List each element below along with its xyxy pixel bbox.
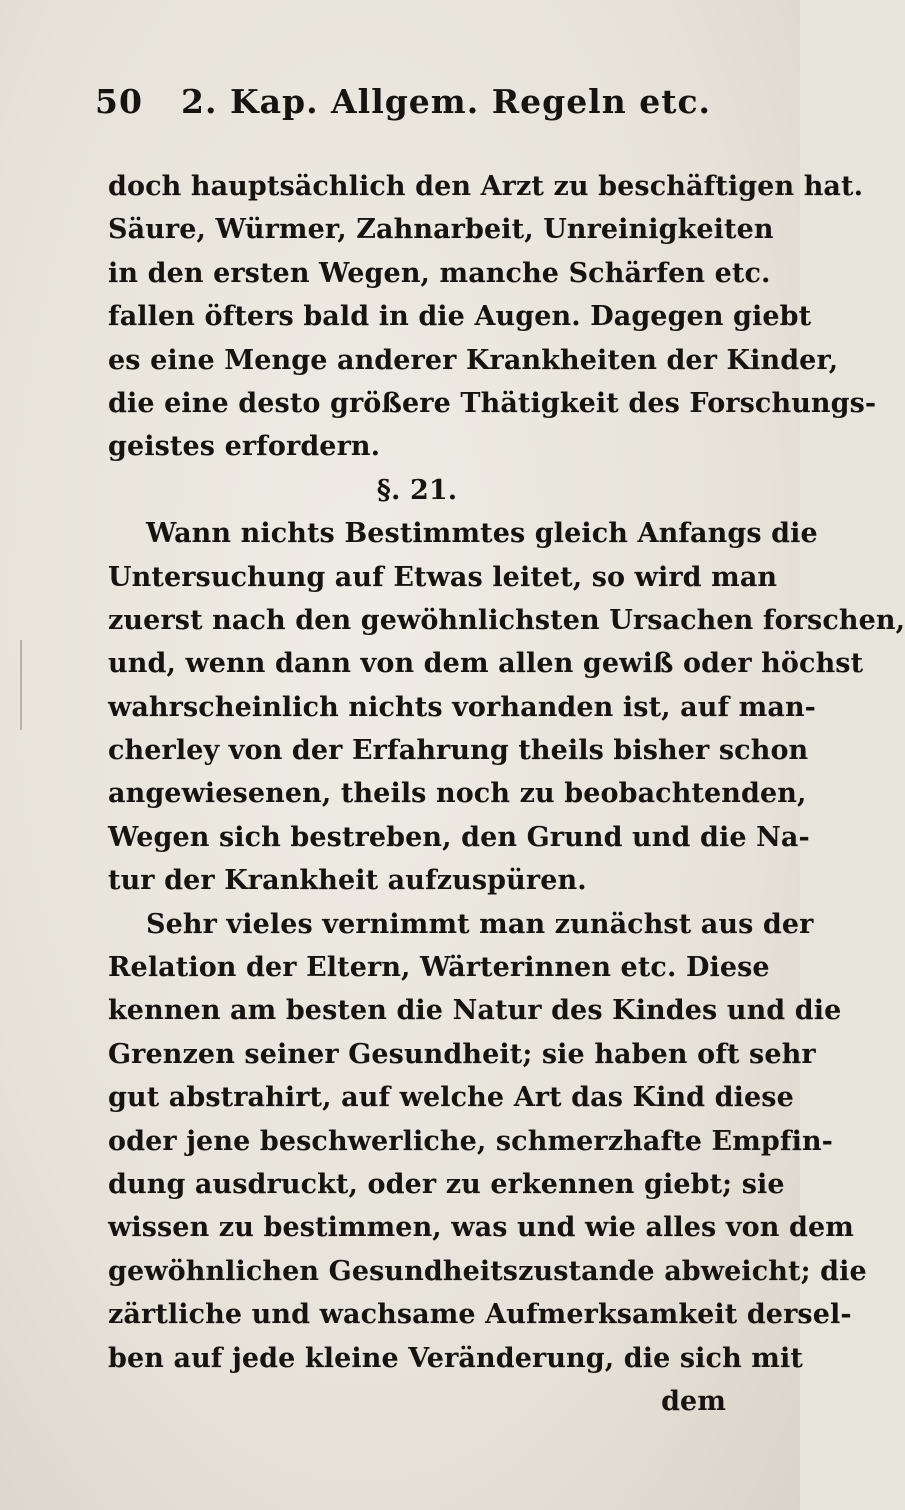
text-line: zärtliche und wachsame Aufmerksamkeit dersel- [108, 1299, 852, 1331]
text-line: Sehr vieles vernimmt man zunächst aus der [146, 908, 814, 940]
text-line: es eine Menge anderer Krankheiten der Kinder, [108, 344, 839, 376]
text-line: cherley von der Erfahrung theils bisher schon [108, 735, 809, 767]
text-line: wissen zu bestimmen, was und wie alles von dem [108, 1212, 854, 1244]
text-line: Untersuchung auf Etwas leitet, so wird man [108, 561, 778, 593]
section-heading: §. 21. [376, 474, 458, 506]
running-head: 2. Kap. Allgem. Regeln etc. [181, 82, 712, 121]
text-line: angewiesenen, theils noch zu beobachtenden, [108, 778, 807, 810]
text-line: oder jene beschwerliche, schmerzhafte Empfin- [108, 1125, 833, 1157]
text-line: zuerst nach den gewöhnlichsten Ursachen forschen, [108, 604, 905, 636]
body-text [108, 165, 905, 1423]
text-line: Grenzen seiner Gesundheit; sie haben oft sehr [108, 1038, 816, 1070]
text-line: gut abstrahirt, auf welche Art das Kind diese [108, 1082, 794, 1114]
text-line: wahrscheinlich nichts vorhanden ist, auf man- [108, 691, 816, 723]
text-line: Relation der Eltern, Wärterinnen etc. Diese [108, 952, 770, 984]
page-header [95, 82, 735, 130]
text-line: Wann nichts Bestimmtes gleich Anfangs die [146, 518, 818, 550]
catchword: dem [661, 1385, 726, 1417]
text-line: tur der Krankheit aufzuspüren. [108, 865, 587, 897]
text-line: Säure, Würmer, Zahnarbeit, Unreinigkeiten [108, 214, 774, 246]
text-line: und, wenn dann von dem allen gewiß oder höchst [108, 648, 864, 680]
paper-crease [20, 640, 22, 730]
text-line: ben auf jede kleine Veränderung, die sich mit [108, 1342, 803, 1374]
text-line: dung ausdruckt, oder zu erkennen giebt; sie [108, 1168, 785, 1200]
show-through-shadow [60, 20, 620, 90]
text-line: kennen am besten die Natur des Kindes und die [108, 995, 842, 1027]
text-line: die eine desto größere Thätigkeit des Forschungs- [108, 387, 877, 419]
text-line: doch hauptsächlich den Arzt zu beschäftigen hat. [108, 171, 864, 202]
text-line: Wegen sich bestreben, den Grund und die Na- [108, 821, 810, 853]
text-line: fallen öfters bald in die Augen. Dagegen giebt [108, 301, 812, 333]
text-line: geistes erfordern. [108, 431, 381, 463]
text-line: gewöhnlichen Gesundheitszustande abweicht; die [108, 1255, 867, 1287]
page-number: 50 [95, 82, 143, 121]
text-line: in den ersten Wegen, manche Schärfen etc. [108, 257, 771, 289]
